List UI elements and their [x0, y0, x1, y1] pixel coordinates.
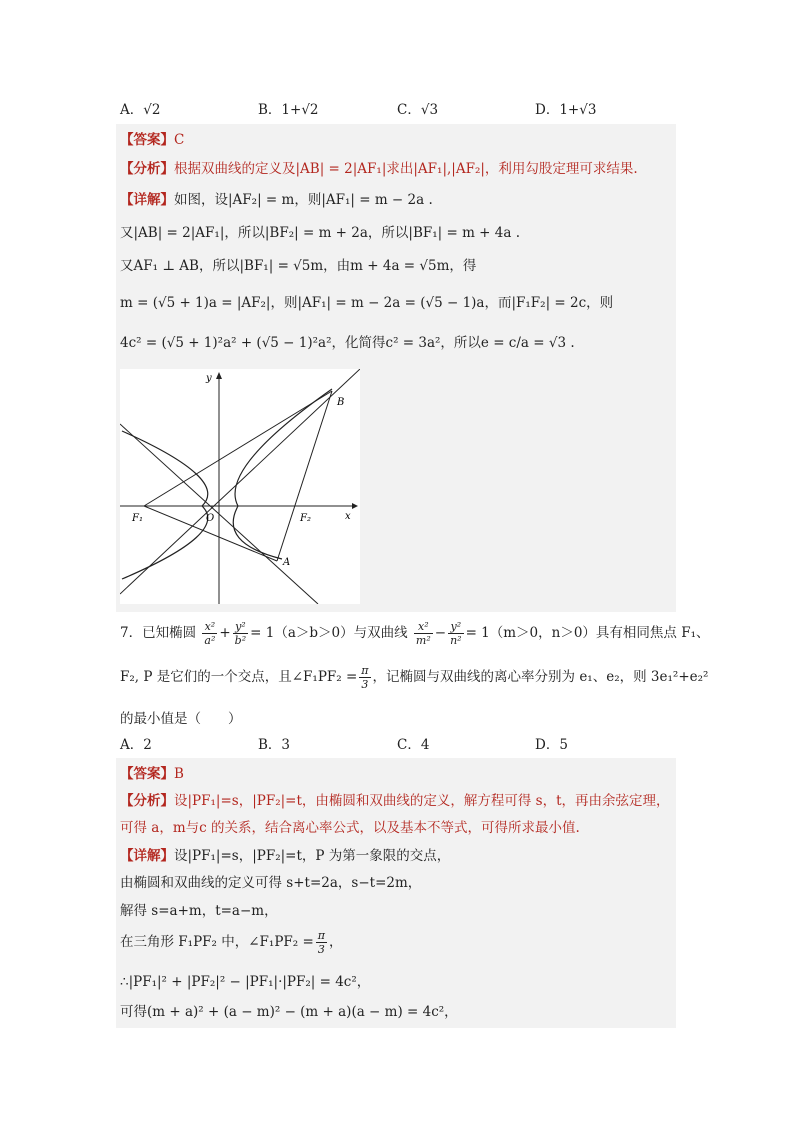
q6-option-d: D．1+√3: [535, 102, 597, 118]
q7-answer: 【答案】B: [120, 766, 184, 782]
q6-option-b: B．1+√2: [258, 102, 319, 118]
frac-x2-a2: $\frac{\text{x²}}{\text{a²}}$: [204, 620, 216, 647]
frac-y2-b2: $\frac{\text{y²}}{\text{b²}}$: [234, 620, 247, 647]
frac-pi-3-detail: $\frac{\pi}{3}$: [317, 929, 326, 956]
q7-stem-line-2: F₂, P 是它们的一个交点，且∠F₁PF₂ = $\frac{\pi}{3}$ ，记椭圆与双曲线的离心率分别为 e₁、e₂，则 3e₁²+e₂²: [120, 664, 709, 691]
label-y: y: [206, 373, 212, 384]
q6-detail-line-3: 又AF₁ ⊥ AB，所以|BF₁| = √5m，由m + 4a = √5m，得: [120, 258, 477, 274]
q6-option-a: A．√2: [120, 102, 161, 118]
q7-option-c: C．4: [397, 737, 430, 753]
q7-detail-line-4: 在三角形 F₁PF₂ 中，∠F₁PF₂ = $\frac{\pi}{3}$ ，: [120, 929, 343, 956]
q6-option-c: C．√3: [397, 102, 439, 118]
frac-y2-n2: $\frac{\text{y²}}{\text{n²}}$: [450, 620, 462, 647]
frac-pi-3: $\frac{\pi}{3}$: [361, 664, 369, 691]
hyperbola-left-branch: [122, 431, 208, 579]
q7-detail-line-2: 由椭圆和双曲线的定义可得 s+t=2a，s−t=2m，: [120, 875, 422, 891]
q6-detail-line-5: 4c² = (√5 + 1)²a² + (√5 − 1)²a²，化简得c² = 3a²，所以e = c/a = √3 .: [120, 335, 575, 351]
label-b: B: [337, 397, 345, 408]
q6-answer: 【答案】C: [120, 132, 185, 148]
q7-stem-line-1: 7．已知椭圆 $\frac{\text{x²}}{\text{a²}}$ + $\frac{\text{y²}}{\text{b²}}$ = 1（a＞b＞0）与双曲线 $\frac{\text{x²}}{\text{m²}}$ − $\frac{\text{y²}}{\text{n²}}$ = 1（m＞0，n＞0）具有相同焦点 F₁、: [120, 620, 710, 647]
q7-detail-line-3: 解得 s=a+m，t=a−m，: [120, 903, 278, 919]
label-origin: O: [206, 513, 215, 524]
asymptote-1: [120, 369, 360, 594]
q7-analysis-line-1: 【分析】设|PF₁|=s，|PF₂|=t，由椭圆和双曲线的定义，解方程可得 s，t，再由余弦定理，: [120, 793, 670, 809]
q6-detail-line-2: 又|AB| = 2|AF₁|，所以|BF₂| = m + 2a，所以|BF₁| = m + 4a .: [120, 225, 521, 241]
q6-detail-line-1: 【详解】如图，设|AF₂| = m，则|AF₁| = m − 2a .: [120, 192, 433, 208]
q7-option-a: A．2: [120, 737, 152, 753]
q7-option-d: D．5: [535, 737, 568, 753]
frac-x2-m2: $\frac{\text{x²}}{\text{m²}}$: [415, 620, 431, 647]
x-axis-arrow: [352, 503, 358, 509]
label-f2: F₂: [300, 513, 311, 524]
q7-option-b: B．3: [258, 737, 291, 753]
label-f1: F₁: [132, 513, 143, 524]
q6-detail-line-4: m = (√5 + 1)a = |AF₂|，则|AF₁| = m − 2a = (√5 − 1)a，而|F₁F₂| = 2c，则: [120, 295, 614, 311]
hyperbola-diagram: [120, 369, 360, 604]
q7-detail-line-1: 【详解】设|PF₁|=s，|PF₂|=t，P 为第一象限的交点，: [120, 848, 451, 864]
q7-detail-line-6: 可得(m + a)² + (a − m)² − (m + a)(a − m) = 4c²，: [120, 1004, 458, 1020]
q6-analysis: 【分析】根据双曲线的定义及|AB| = 2|AF₁|求出|AF₁|,|AF₂|，利用勾股定理可求结果.: [120, 161, 638, 177]
label-x: x: [345, 511, 351, 522]
y-axis-arrow: [216, 372, 222, 379]
q6-hyperbola-figure: [120, 369, 360, 604]
label-a: A: [283, 557, 291, 568]
q7-stem-line-3: 的最小值是（ ）: [120, 711, 242, 727]
q7-detail-line-5: ∴|PF₁|² + |PF₂|² − |PF₁|·|PF₂| = 4c²，: [120, 974, 371, 990]
segment-a-b: [277, 391, 332, 561]
q7-analysis-line-2: 可得 a，m与c 的关系，结合离心率公式，以及基本不等式，可得所求最小值.: [120, 820, 580, 836]
segment-f1-b: [144, 391, 332, 506]
